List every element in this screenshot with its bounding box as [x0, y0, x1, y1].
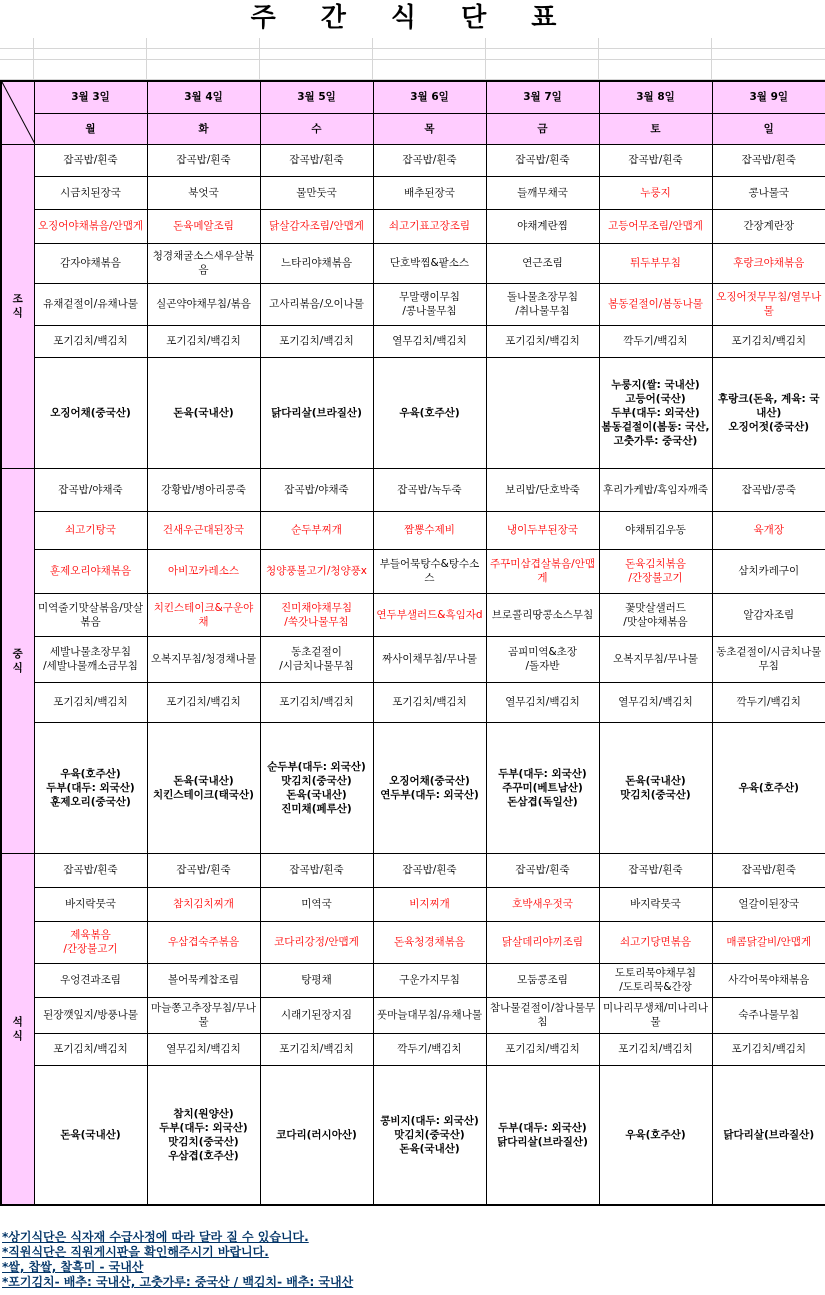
menu-cell: 잡곡밥/야채죽: [260, 468, 373, 511]
menu-cell: 세발나물초장무침 /세발나물깨소금무침: [34, 636, 147, 682]
menu-cell: 포기김치/백김치: [712, 325, 825, 357]
origin-cell: 참치(원양산) 두부(대두: 외국산) 맛김치(중국산) 우삼겹(호주산): [147, 1065, 260, 1205]
menu-cell: 코다리강정/안맵게: [260, 921, 373, 963]
menu-cell: 오징어젓무무침/열무나물: [712, 283, 825, 325]
menu-cell: 도토리묵야채무침 /도토리묵&간장: [599, 963, 712, 997]
weekday-cell: 화: [147, 113, 260, 144]
origin-cell: 후랑크(돈육, 계육: 국내산) 오징어젓(중국산): [712, 357, 825, 468]
menu-cell: 오복지무침/무나물: [599, 636, 712, 682]
menu-cell: 잡곡밥/흰죽: [373, 144, 486, 176]
menu-cell: 무말랭이무침 /콩나물무침: [373, 283, 486, 325]
menu-cell: 배추된장국: [373, 176, 486, 209]
menu-cell: 잡곡밥/흰죽: [486, 853, 599, 887]
menu-cell: 우엉견과조림: [34, 963, 147, 997]
origin-cell: 순두부(대두: 외국산) 맛김치(중국산) 돈육(국내산) 진미채(페루산): [260, 722, 373, 853]
origin-cell: 돈육(국내산): [34, 1065, 147, 1205]
menu-cell: 포기김치/백김치: [147, 325, 260, 357]
origin-cell: 우육(호주산): [599, 1065, 712, 1205]
menu-cell: 들깨무채국: [486, 176, 599, 209]
menu-row: [1, 176, 825, 209]
origin-cell: 오징어채(중국산): [34, 357, 147, 468]
origin-cell: 돈육(국내산) 맛김치(중국산): [599, 722, 712, 853]
menu-cell: 실곤약야채무침/볶음: [147, 283, 260, 325]
origin-cell: 돈육(국내산): [147, 357, 260, 468]
origin-cell: 닭다리살(브라질산): [260, 357, 373, 468]
menu-cell: 미역줄기맛살볶음/맛살볶음: [34, 593, 147, 636]
date-cell: 3월 4일: [147, 81, 260, 113]
menu-cell: 삼치카레구이: [712, 549, 825, 593]
menu-cell: 돈육김치볶음 /간장불고기: [599, 549, 712, 593]
menu-row: [1, 325, 825, 357]
menu-row: [1, 549, 825, 593]
menu-cell: 보리밥/단호박죽: [486, 468, 599, 511]
date-cell: 3월 8일: [599, 81, 712, 113]
origin-cell: 누룽지(쌀: 국내산) 고등어(국산) 두부(대두: 외국산) 봄동겉절이(봄동: 국산, 고춧가루: 중국산): [599, 357, 712, 468]
menu-cell: 북엇국: [147, 176, 260, 209]
menu-cell: 유채겉절이/유채나물: [34, 283, 147, 325]
menu-cell: 풋마늘대무침/유채나물: [373, 997, 486, 1033]
menu-cell: 사각어묵야채볶음: [712, 963, 825, 997]
menu-cell: 열무김치/백김치: [147, 1033, 260, 1065]
menu-row: [1, 887, 825, 921]
menu-cell: 바지락뭇국: [599, 887, 712, 921]
origin-cell: 콩비지(대두: 외국산) 맛김치(중국산) 돈육(국내산): [373, 1065, 486, 1205]
menu-cell: 깍두기/백김치: [712, 682, 825, 722]
menu-cell: 구운가지무침: [373, 963, 486, 997]
origin-cell: 닭다리살(브라질산): [712, 1065, 825, 1205]
menu-cell: 열무김치/백김치: [599, 682, 712, 722]
menu-row: [1, 636, 825, 682]
weekday-cell: 목: [373, 113, 486, 144]
menu-cell: 돈육청경채볶음: [373, 921, 486, 963]
menu-cell: 탕평채: [260, 963, 373, 997]
weekday-row: [1, 113, 825, 144]
menu-cell: 느타리야채볶음: [260, 243, 373, 283]
origin-cell: 두부(대두: 외국산) 닭다리살(브라질산): [486, 1065, 599, 1205]
menu-cell: 육개장: [712, 511, 825, 549]
weekday-cell: 일: [712, 113, 825, 144]
menu-cell: 후리가케밥/흑임자깨죽: [599, 468, 712, 511]
menu-row: [1, 997, 825, 1033]
weekday-cell: 토: [599, 113, 712, 144]
notes-section: [2, 1230, 822, 1290]
menu-cell: 쇠고기탕국: [34, 511, 147, 549]
menu-cell: 깍두기/백김치: [599, 325, 712, 357]
menu-cell: 냉이두부된장국: [486, 511, 599, 549]
menu-cell: 포기김치/백김치: [34, 1033, 147, 1065]
menu-cell: 포기김치/백김치: [260, 1033, 373, 1065]
menu-row: [1, 593, 825, 636]
menu-cell: 잡곡밥/흰죽: [486, 144, 599, 176]
origin-cell: 돈육(국내산) 치킨스테이크(태국산): [147, 722, 260, 853]
menu-cell: 연근조림: [486, 243, 599, 283]
menu-cell: 열무김치/백김치: [373, 325, 486, 357]
menu-cell: 포기김치/백김치: [260, 682, 373, 722]
menu-cell: 동초겉절이 /시금치나물무침: [260, 636, 373, 682]
page-title: 주 간 식 단 표: [250, 3, 575, 33]
menu-cell: 쇠고기당면볶음: [599, 921, 712, 963]
menu-cell: 잡곡밥/야채죽: [34, 468, 147, 511]
menu-cell: 시래기된장지짐: [260, 997, 373, 1033]
menu-cell: 미나리무생채/미나리나물: [599, 997, 712, 1033]
menu-cell: 물만둣국: [260, 176, 373, 209]
menu-cell: 포기김치/백김치: [486, 325, 599, 357]
menu-row: [1, 144, 825, 176]
menu-row: [1, 963, 825, 997]
menu-cell: 아비꼬카레소스: [147, 549, 260, 593]
menu-cell: 우삼겹숙주볶음: [147, 921, 260, 963]
menu-cell: 닭살감자조림/안맵게: [260, 209, 373, 243]
origin-cell: 코다리(러시아산): [260, 1065, 373, 1205]
menu-cell: 포기김치/백김치: [34, 682, 147, 722]
menu-cell: 쇠고기표고장조림: [373, 209, 486, 243]
origin-cell: [486, 357, 599, 468]
menu-cell: 잡곡밥/흰죽: [260, 853, 373, 887]
menu-cell: 간장계란장: [712, 209, 825, 243]
weekday-cell: 수: [260, 113, 373, 144]
menu-cell: 청경채굴소스새우살볶음: [147, 243, 260, 283]
menu-cell: 마늘쫑고추장무침/무나물: [147, 997, 260, 1033]
spreadsheet-gridlines: [0, 38, 825, 80]
menu-cell: 모둠콩조림: [486, 963, 599, 997]
date-cell: 3월 5일: [260, 81, 373, 113]
menu-cell: 포기김치/백김치: [34, 325, 147, 357]
menu-row: [1, 283, 825, 325]
menu-cell: 포기김치/백김치: [712, 1033, 825, 1065]
menu-cell: 훈제오리야채볶음: [34, 549, 147, 593]
menu-cell: 야채튀김우동: [599, 511, 712, 549]
menu-cell: 잡곡밥/흰죽: [599, 144, 712, 176]
date-row: [1, 81, 825, 113]
menu-cell: 잡곡밥/흰죽: [712, 853, 825, 887]
menu-cell: 잡곡밥/흰죽: [147, 144, 260, 176]
note-line: *포기김치- 배추: 국내산, 고춧가루: 중국산 / 백김치- 배추: 국내산: [2, 1275, 354, 1289]
menu-cell: 포기김치/백김치: [486, 1033, 599, 1065]
menu-cell: 감자야채볶음: [34, 243, 147, 283]
menu-row: [1, 921, 825, 963]
menu-row: [1, 209, 825, 243]
menu-cell: 포기김치/백김치: [147, 682, 260, 722]
menu-cell: 된장깻잎지/방풍나물: [34, 997, 147, 1033]
menu-cell: 브로콜리땅콩소스무침: [486, 593, 599, 636]
origin-cell: 두부(대두: 외국산) 주꾸미(베트남산) 돈삼겹(독일산): [486, 722, 599, 853]
menu-cell: 동초겉절이/시금치나물무침: [712, 636, 825, 682]
meal-label: 조 식: [1, 144, 34, 468]
date-cell: 3월 6일: [373, 81, 486, 113]
menu-cell: 곰피미역&초장 /돌자반: [486, 636, 599, 682]
menu-cell: 꽃맛살샐러드 /맛살야채볶음: [599, 593, 712, 636]
note-line: *상기식단은 식자재 수급사정에 따라 달라 질 수 있습니다.: [2, 1230, 309, 1244]
menu-cell: 고등어무조림/안맵게: [599, 209, 712, 243]
menu-cell: 시금치된장국: [34, 176, 147, 209]
menu-cell: 건새우근대된장국: [147, 511, 260, 549]
menu-cell: 봄동겉절이/봄동나물: [599, 283, 712, 325]
menu-cell: 후랑크야채볶음: [712, 243, 825, 283]
menu-cell: 얼갈이된장국: [712, 887, 825, 921]
menu-cell: 주꾸미삼겹살볶음/안맵게: [486, 549, 599, 593]
menu-row: [1, 853, 825, 887]
menu-cell: 잡곡밥/콩죽: [712, 468, 825, 511]
menu-cell: 청양풍불고기/청양풍x: [260, 549, 373, 593]
menu-cell: 볼어묵케찹조림: [147, 963, 260, 997]
date-cell: 3월 7일: [486, 81, 599, 113]
menu-cell: 야채계란찜: [486, 209, 599, 243]
note-line: *쌀, 찹쌀, 찰흑미 - 국내산: [2, 1260, 144, 1274]
menu-cell: 오징어야채볶음/안맵게: [34, 209, 147, 243]
menu-cell: 돌나물초장무침 /취나물무침: [486, 283, 599, 325]
menu-cell: 강황밥/병아리콩죽: [147, 468, 260, 511]
menu-row: [1, 722, 825, 853]
menu-cell: 호박새우젓국: [486, 887, 599, 921]
menu-cell: 콩나물국: [712, 176, 825, 209]
origin-cell: 우육(호주산): [373, 357, 486, 468]
menu-cell: 포기김치/백김치: [373, 682, 486, 722]
menu-cell: 비지찌개: [373, 887, 486, 921]
menu-cell: 잡곡밥/흰죽: [712, 144, 825, 176]
menu-cell: 숙주나물무침: [712, 997, 825, 1033]
menu-cell: 튀두부무침: [599, 243, 712, 283]
meal-label: 석 식: [1, 853, 34, 1205]
origin-cell: 우육(호주산): [712, 722, 825, 853]
menu-cell: 포기김치/백김치: [260, 325, 373, 357]
weekday-cell: 금: [486, 113, 599, 144]
menu-cell: 깍두기/백김치: [373, 1033, 486, 1065]
menu-cell: 참나물겉절이/참나물무침: [486, 997, 599, 1033]
menu-cell: 참치김치찌개: [147, 887, 260, 921]
menu-row: [1, 1065, 825, 1205]
menu-cell: 잡곡밥/흰죽: [260, 144, 373, 176]
menu-cell: 부들어묵탕수&탕수소스: [373, 549, 486, 593]
menu-cell: 바지락뭇국: [34, 887, 147, 921]
menu-row: [1, 468, 825, 511]
menu-cell: 잡곡밥/녹두죽: [373, 468, 486, 511]
menu-cell: 매콤닭갈비/안맵게: [712, 921, 825, 963]
menu-row: [1, 682, 825, 722]
menu-cell: 알감자조림: [712, 593, 825, 636]
date-cell: 3월 9일: [712, 81, 825, 113]
menu-cell: 포기김치/백김치: [599, 1033, 712, 1065]
menu-cell: 잡곡밥/흰죽: [34, 144, 147, 176]
menu-cell: 열무김치/백김치: [486, 682, 599, 722]
menu-cell: 연두부샐러드&흑임자d: [373, 593, 486, 636]
note-line: *직원식단은 직원게시판을 확인해주시기 바랍니다.: [2, 1245, 269, 1259]
menu-cell: 오복지무침/청경채나물: [147, 636, 260, 682]
weekday-cell: 월: [34, 113, 147, 144]
menu-cell: 잡곡밥/흰죽: [599, 853, 712, 887]
origin-cell: 오징어채(중국산) 연두부(대두: 외국산): [373, 722, 486, 853]
menu-cell: 짜사이채무침/무나물: [373, 636, 486, 682]
meal-label: 중 식: [1, 468, 34, 853]
menu-cell: 단호박찜&팥소스: [373, 243, 486, 283]
menu-cell: 잡곡밥/흰죽: [147, 853, 260, 887]
menu-cell: 순두부찌개: [260, 511, 373, 549]
weekly-menu-table: [0, 80, 825, 1206]
diagonal-line-icon: [2, 82, 34, 144]
menu-cell: 잡곡밥/흰죽: [34, 853, 147, 887]
menu-row: [1, 243, 825, 283]
menu-cell: 짬뽕수제비: [373, 511, 486, 549]
menu-cell: 잡곡밥/흰죽: [373, 853, 486, 887]
menu-cell: 누룽지: [599, 176, 712, 209]
menu-cell: 치킨스테이크&구운야채: [147, 593, 260, 636]
menu-cell: 돈육메알조림: [147, 209, 260, 243]
menu-cell: 제육볶음 /간장불고기: [34, 921, 147, 963]
menu-cell: 고사리볶음/오이나물: [260, 283, 373, 325]
menu-cell: 닭살데리야끼조림: [486, 921, 599, 963]
corner-cell: [1, 81, 34, 144]
menu-cell: 진미채야채무침 /쑥갓나물무침: [260, 593, 373, 636]
menu-row: [1, 511, 825, 549]
origin-cell: 우육(호주산) 두부(대두: 외국산) 훈제오리(중국산): [34, 722, 147, 853]
menu-cell: 미역국: [260, 887, 373, 921]
menu-row: [1, 1033, 825, 1065]
menu-row: [1, 357, 825, 468]
date-cell: 3월 3일: [34, 81, 147, 113]
